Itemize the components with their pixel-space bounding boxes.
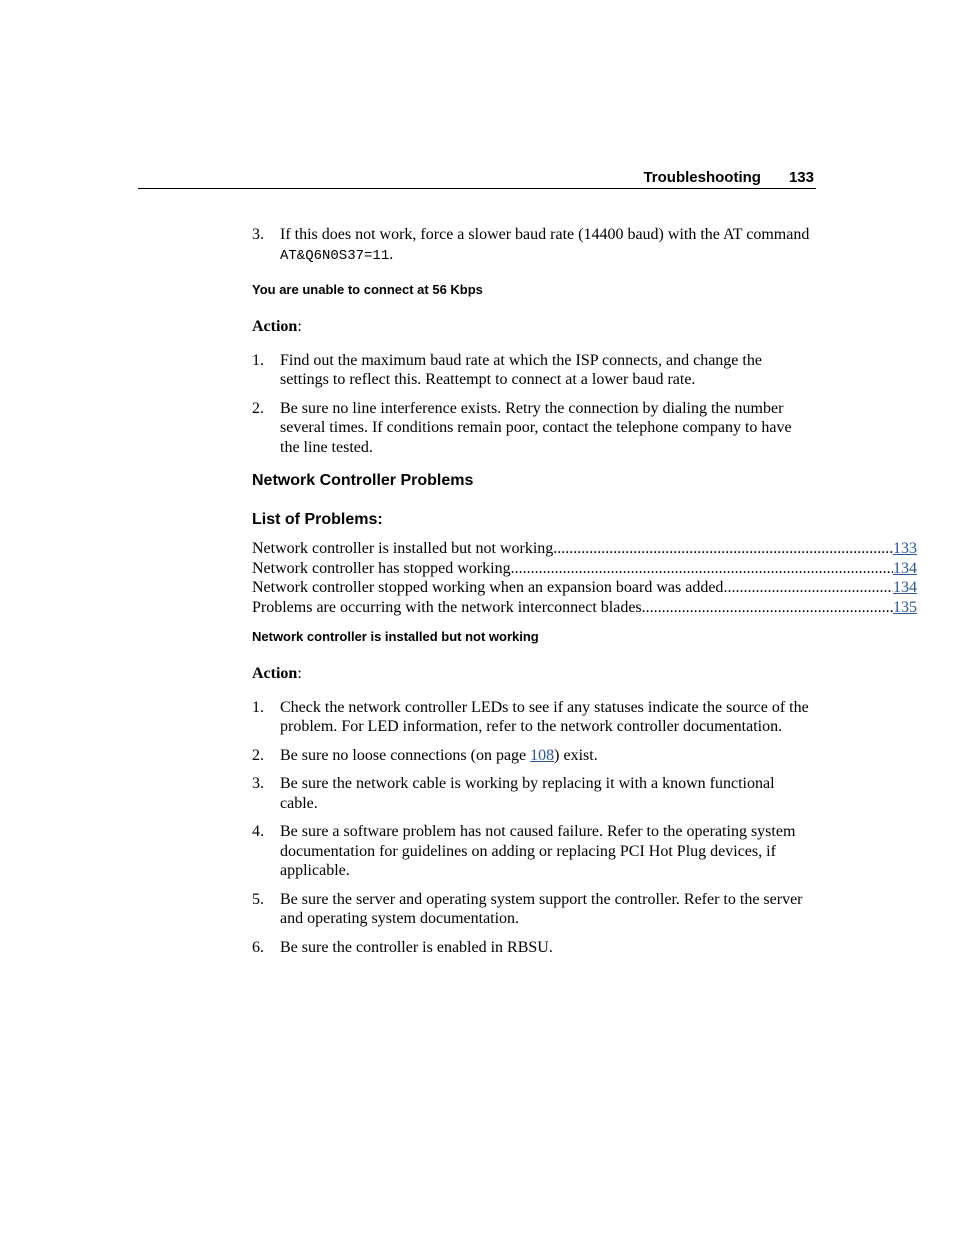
list-item <box>252 746 917 766</box>
toc-leader-dots <box>511 559 893 579</box>
list-item <box>252 890 917 929</box>
list-item <box>252 399 917 458</box>
list-item-text: Be sure a software problem has not caused failure. Refer to the operating system documentation for guidelines on adding or replacing PCI Hot Plug devices, if applicable. <box>280 823 796 879</box>
toc-leader-dots <box>553 539 893 559</box>
list-item-text: Be sure no line interference exists. Retry the connection by dialing the number several times. If conditions remain poor, contact the telephone company to have the line tested. <box>280 399 792 456</box>
toc-row[interactable] <box>252 559 917 579</box>
toc-title: Network controller has stopped working <box>252 559 511 577</box>
toc-page-link[interactable]: 135 <box>893 598 917 616</box>
toc-leader-dots <box>642 598 893 618</box>
list-item-text: Be sure no loose connections (on page 108) exist. <box>280 746 598 764</box>
list-item <box>252 225 917 266</box>
toc-row[interactable] <box>252 539 917 559</box>
header-section-title: Troubleshooting <box>643 169 761 186</box>
list-item <box>252 938 917 958</box>
list-item-text: Be sure the controller is enabled in RBSU. <box>280 938 553 956</box>
toc-leader-dots <box>723 578 893 598</box>
header-page-number: 133 <box>788 169 814 186</box>
list-item <box>252 822 917 881</box>
list-item-text: Be sure the network cable is working by replacing it with a known functional cable. <box>280 775 775 812</box>
section-heading: Network Controller Problems <box>252 472 474 489</box>
list-item-text: Check the network controller LEDs to see if any statuses indicate the source of the problem. For LED information, refer to the network controller documentation. <box>280 698 809 735</box>
toc-title: Network controller stopped working when an expansion board was added <box>252 579 724 596</box>
list-item-number: 5. <box>252 890 264 908</box>
list-item <box>252 698 917 737</box>
subsection-heading-installed-not-working: Network controller is installed but not working <box>252 629 539 644</box>
list-item-number: 4. <box>252 823 264 840</box>
toc-page-link[interactable]: 134 <box>893 559 917 577</box>
list-item-number: 2. <box>252 399 264 417</box>
page-link[interactable]: 108 <box>530 746 555 764</box>
list-item-number: 1. <box>252 351 264 369</box>
list-item-text: Be sure the server and operating system support the controller. Refer to the server and operating system documentation. <box>280 890 803 927</box>
page-body <box>252 225 917 957</box>
running-header <box>643 169 814 186</box>
list-item-number: 2. <box>252 746 264 764</box>
list-item-number: 6. <box>252 938 264 956</box>
subsection-heading-56kbps: You are unable to connect at 56 Kbps <box>252 282 483 297</box>
toc-row[interactable] <box>252 598 917 618</box>
list-item-number: 3. <box>252 775 264 792</box>
problems-toc <box>252 539 917 617</box>
list-item-number: 1. <box>252 698 264 716</box>
list-of-problems-heading: List of Problems: <box>252 511 383 528</box>
header-rule <box>138 188 816 189</box>
at-command: AT&Q6N0S37=11 <box>280 247 390 264</box>
toc-page-link[interactable]: 133 <box>893 540 917 557</box>
list-item-number: 3. <box>252 226 264 243</box>
toc-page-link[interactable]: 134 <box>893 579 917 596</box>
action-label: Action: <box>252 318 302 335</box>
toc-row[interactable] <box>252 578 917 598</box>
toc-title: Problems are occurring with the network interconnect blades <box>252 598 642 616</box>
toc-title: Network controller is installed but not working <box>252 540 554 557</box>
list-item-text: Find out the maximum baud rate at which the ISP connects, and change the settings to reflect this. Reattempt to connect at a lower baud rate. <box>280 351 762 388</box>
list-item-text: If this does not work, force a slower baud rate (14400 baud) with the AT command AT&Q6N0S37=11. <box>280 226 810 264</box>
action-label: Action: <box>252 665 302 682</box>
list-item <box>252 351 917 390</box>
list-item <box>252 774 917 813</box>
